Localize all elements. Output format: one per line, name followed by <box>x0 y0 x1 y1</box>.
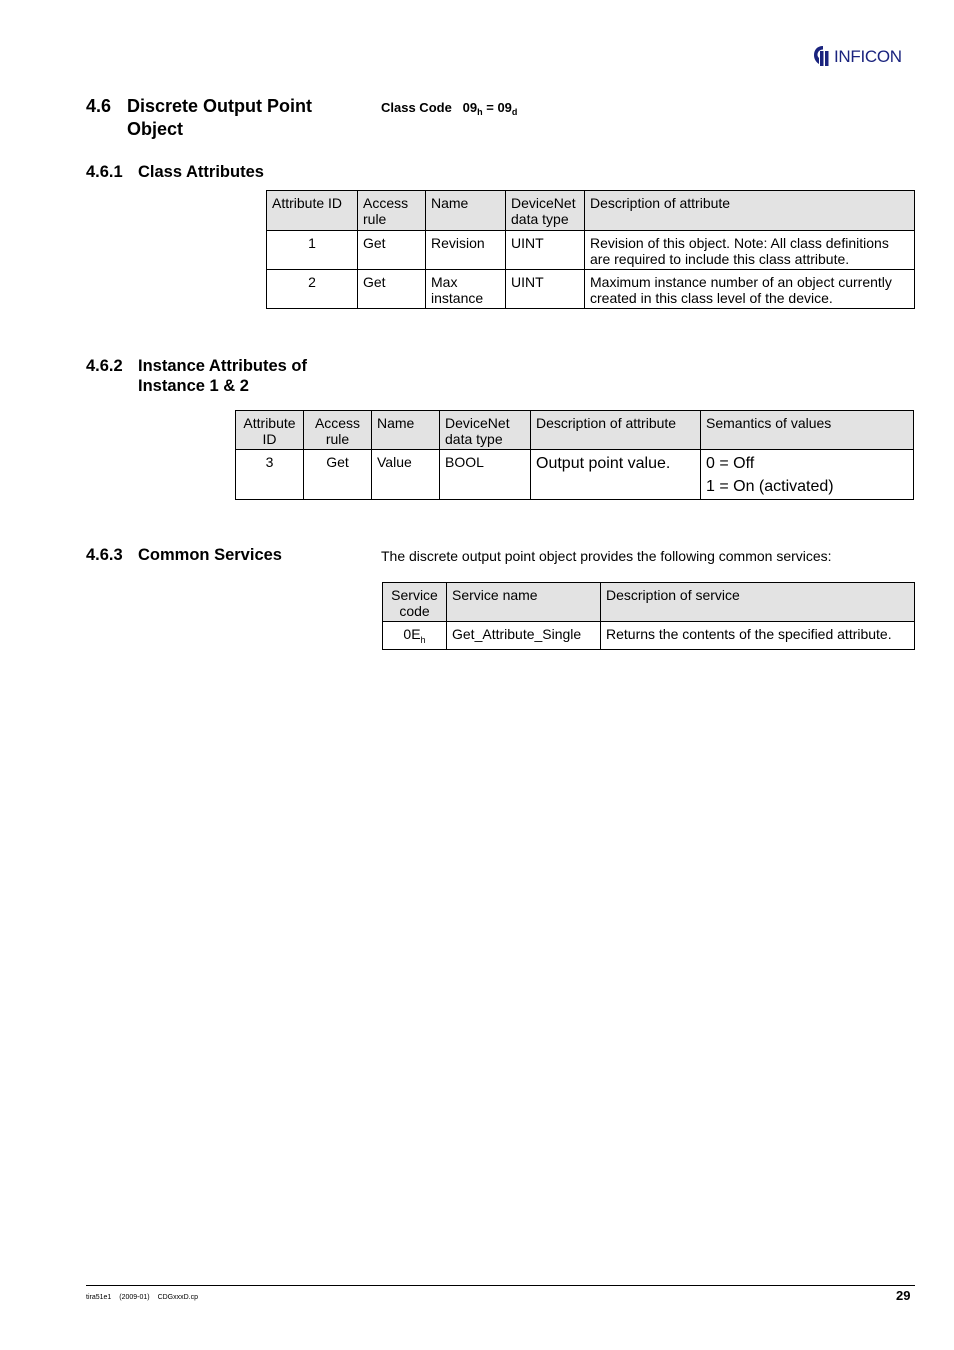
footer-date: (2009-01) <box>119 1294 150 1301</box>
common-services-table <box>382 582 915 650</box>
table-cell: Get_Attribute_Single <box>447 622 601 650</box>
semantics-line: 0 = Off <box>706 455 755 472</box>
subsection-461-title: Class Attributes <box>138 163 264 181</box>
page-number: 29 <box>896 1288 911 1303</box>
service-code: 0E <box>403 626 421 642</box>
subsection-462-title-line1: Instance Attributes of <box>138 357 307 375</box>
table-cell: Output point value. <box>531 450 701 500</box>
table-row <box>267 270 915 309</box>
section-title-line2: Object <box>127 119 184 139</box>
class-attributes-table <box>266 190 915 309</box>
table-cell: UINT <box>506 270 585 309</box>
table-cell: 1 <box>267 231 358 270</box>
footer-file: CDGxxxD.cp <box>157 1294 199 1301</box>
footer-doc-code: tira51e1 <box>86 1294 112 1301</box>
section-title-line1: Discrete Output Point <box>127 96 313 116</box>
subsection-463-number: 4.6.3 <box>86 546 123 564</box>
header-cell: Description of attribute <box>585 191 915 231</box>
header-cell: Description of attribute <box>531 411 701 450</box>
footer-divider <box>86 1285 915 1286</box>
header-cell: Attribute ID <box>267 191 358 231</box>
table-cell: Value <box>372 450 440 500</box>
table-cell: Maximum instance number of an object currently created in this class level of the device. <box>585 270 915 309</box>
inficon-logo-mark-icon <box>812 45 832 67</box>
table-cell: BOOL <box>440 450 531 500</box>
instance-attributes-table <box>235 410 914 500</box>
table-row <box>267 231 915 270</box>
header-cell: Name <box>426 191 506 231</box>
header-cell: Service name <box>447 583 601 622</box>
subsection-463-title: Common Services <box>138 546 282 564</box>
section-number: 4.6 <box>86 96 112 116</box>
table-cell: Revision <box>426 231 506 270</box>
table-header-row <box>267 191 915 231</box>
table-cell: Revision of this object. Note: All class definitions are required to include this class attribute. <box>585 231 915 270</box>
inficon-logo <box>812 44 902 68</box>
table-cell: Max instance <box>426 270 506 309</box>
header-cell: DeviceNet data type <box>506 191 585 231</box>
header-cell: Service code <box>383 583 447 622</box>
subsection-462-title <box>138 356 307 396</box>
header-cell: Attribute ID <box>236 411 304 450</box>
class-code-dec-sub: d <box>511 107 518 117</box>
class-code-eq: = 09 <box>482 100 512 115</box>
table-row <box>236 450 914 500</box>
logo-text: INFICON <box>834 46 902 66</box>
table-cell: 2 <box>267 270 358 309</box>
table-cell: Returns the contents of the specified attribute. <box>601 622 915 650</box>
table-cell <box>701 450 914 500</box>
common-services-intro: The discrete output point object provides the following common services: <box>381 548 832 564</box>
table-header-row <box>236 411 914 450</box>
class-code-label: Class Code <box>381 100 452 115</box>
service-code-sub: h <box>420 635 426 645</box>
header-cell: Name <box>372 411 440 450</box>
table-row <box>383 622 915 650</box>
header-cell: Description of service <box>601 583 915 622</box>
semantics-line: 1 = On (activated) <box>706 478 834 495</box>
table-cell: Get <box>358 231 426 270</box>
table-header-row <box>383 583 915 622</box>
table-cell: Get <box>358 270 426 309</box>
class-code-hex-sub: h <box>477 107 483 117</box>
table-cell: UINT <box>506 231 585 270</box>
table-cell: Get <box>304 450 372 500</box>
subsection-461-number: 4.6.1 <box>86 163 123 181</box>
subsection-462-title-line2: Instance 1 & 2 <box>138 377 249 395</box>
class-code <box>381 100 517 117</box>
header-cell: Access rule <box>358 191 426 231</box>
section-title <box>127 95 312 141</box>
header-cell: Semantics of values <box>701 411 914 450</box>
subsection-462-number: 4.6.2 <box>86 357 123 375</box>
table-cell <box>383 622 447 650</box>
footer-doc-info <box>86 1294 198 1301</box>
header-cell: DeviceNet data type <box>440 411 531 450</box>
header-cell: Access rule <box>304 411 372 450</box>
class-code-hex: 09 <box>462 100 478 115</box>
table-cell: 3 <box>236 450 304 500</box>
